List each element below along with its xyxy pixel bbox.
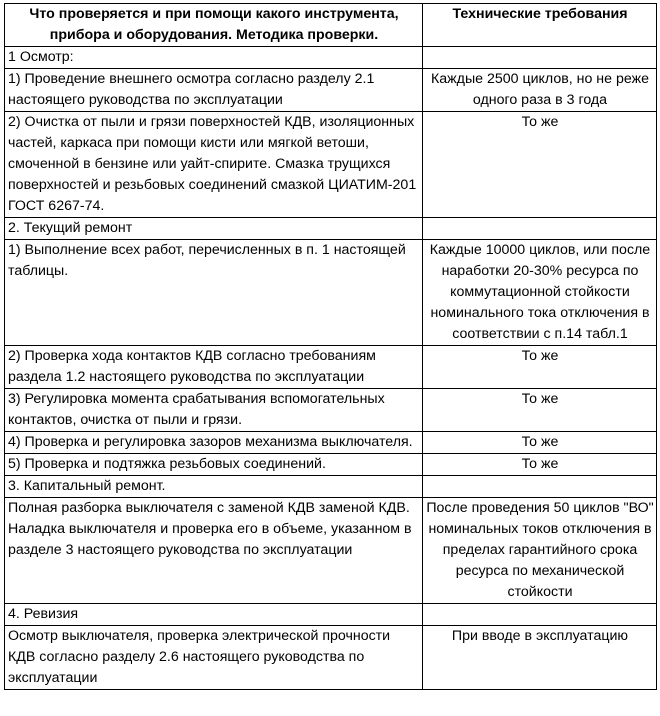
section-current-repair bbox=[5, 218, 657, 240]
table-row bbox=[5, 346, 657, 389]
section-overhaul bbox=[5, 476, 657, 498]
table-row bbox=[5, 240, 657, 346]
header-technical-requirements: Технические требования bbox=[423, 4, 657, 47]
table-header-row bbox=[5, 4, 657, 47]
table-row bbox=[5, 454, 657, 476]
section-title: 4. Ревизия bbox=[5, 604, 423, 626]
table-row bbox=[5, 498, 657, 604]
table-row bbox=[5, 112, 657, 218]
check-cell: 3) Регулировка момента срабатывания вспомогательных контактов, очистка от пыли и грязи. bbox=[5, 389, 423, 432]
section-empty-cell bbox=[423, 47, 657, 69]
section-empty-cell bbox=[423, 218, 657, 240]
requirement-cell: Каждые 10000 циклов, или после наработки 20-30% ресурса по коммутационной стойкости номинального тока отключения в соответствии с п.14 табл.1 bbox=[423, 240, 657, 346]
check-cell: 2) Очистка от пыли и грязи поверхностей КДВ, изоляционных частей, каркаса при помощи кисти или мягкой ветоши, смоченной в бензине или уайт-спирите. Смазка трущихся поверхностей и резьбовых соединений смазкой ЦИАТИМ-201 ГОСТ 6267-74. bbox=[5, 112, 423, 218]
requirement-cell: При вводе в эксплуатацию bbox=[423, 626, 657, 690]
check-cell: 1) Проведение внешнего осмотра согласно разделу 2.1 настоящего руководства по эксплуатации bbox=[5, 69, 423, 112]
section-title: 2. Текущий ремонт bbox=[5, 218, 423, 240]
table-row bbox=[5, 432, 657, 454]
check-cell: 4) Проверка и регулировка зазоров механизма выключателя. bbox=[5, 432, 423, 454]
requirement-cell: То же bbox=[423, 389, 657, 432]
check-cell: 2) Проверка хода контактов КДВ согласно требованиям раздела 1.2 настоящего руководства по эксплуатации bbox=[5, 346, 423, 389]
check-cell: Полная разборка выключателя с заменой КДВ заменой КДВ. Наладка выключателя и проверка его в объеме, указанном в разделе 3 настоящего руководства по эксплуатации bbox=[5, 498, 423, 604]
section-title: 1 Осмотр: bbox=[5, 47, 423, 69]
requirement-cell: То же bbox=[423, 432, 657, 454]
table-row bbox=[5, 69, 657, 112]
check-cell: 1) Выполнение всех работ, перечисленных в п. 1 настоящей таблицы. bbox=[5, 240, 423, 346]
requirement-cell: То же bbox=[423, 112, 657, 218]
section-empty-cell bbox=[423, 604, 657, 626]
requirement-cell: То же bbox=[423, 454, 657, 476]
check-cell: Осмотр выключателя, проверка электрической прочности КДВ согласно разделу 2.6 настоящего руководства по эксплуатации bbox=[5, 626, 423, 690]
section-title: 3. Капитальный ремонт. bbox=[5, 476, 423, 498]
section-empty-cell bbox=[423, 476, 657, 498]
maintenance-table bbox=[4, 3, 657, 690]
table-row bbox=[5, 626, 657, 690]
requirement-cell: Каждые 2500 циклов, но не реже одного раза в 3 года bbox=[423, 69, 657, 112]
section-inspection bbox=[5, 47, 657, 69]
table-row bbox=[5, 389, 657, 432]
requirement-cell: То же bbox=[423, 346, 657, 389]
check-cell: 5) Проверка и подтяжка резьбовых соединений. bbox=[5, 454, 423, 476]
requirement-cell: После проведения 50 циклов "ВО" номинальных токов отключения в пределах гарантийного срока ресурса по механической стойкости bbox=[423, 498, 657, 604]
section-revision bbox=[5, 604, 657, 626]
header-check-method: Что проверяется и при помощи какого инструмента, прибора и оборудования. Методика проверки. bbox=[5, 4, 423, 47]
